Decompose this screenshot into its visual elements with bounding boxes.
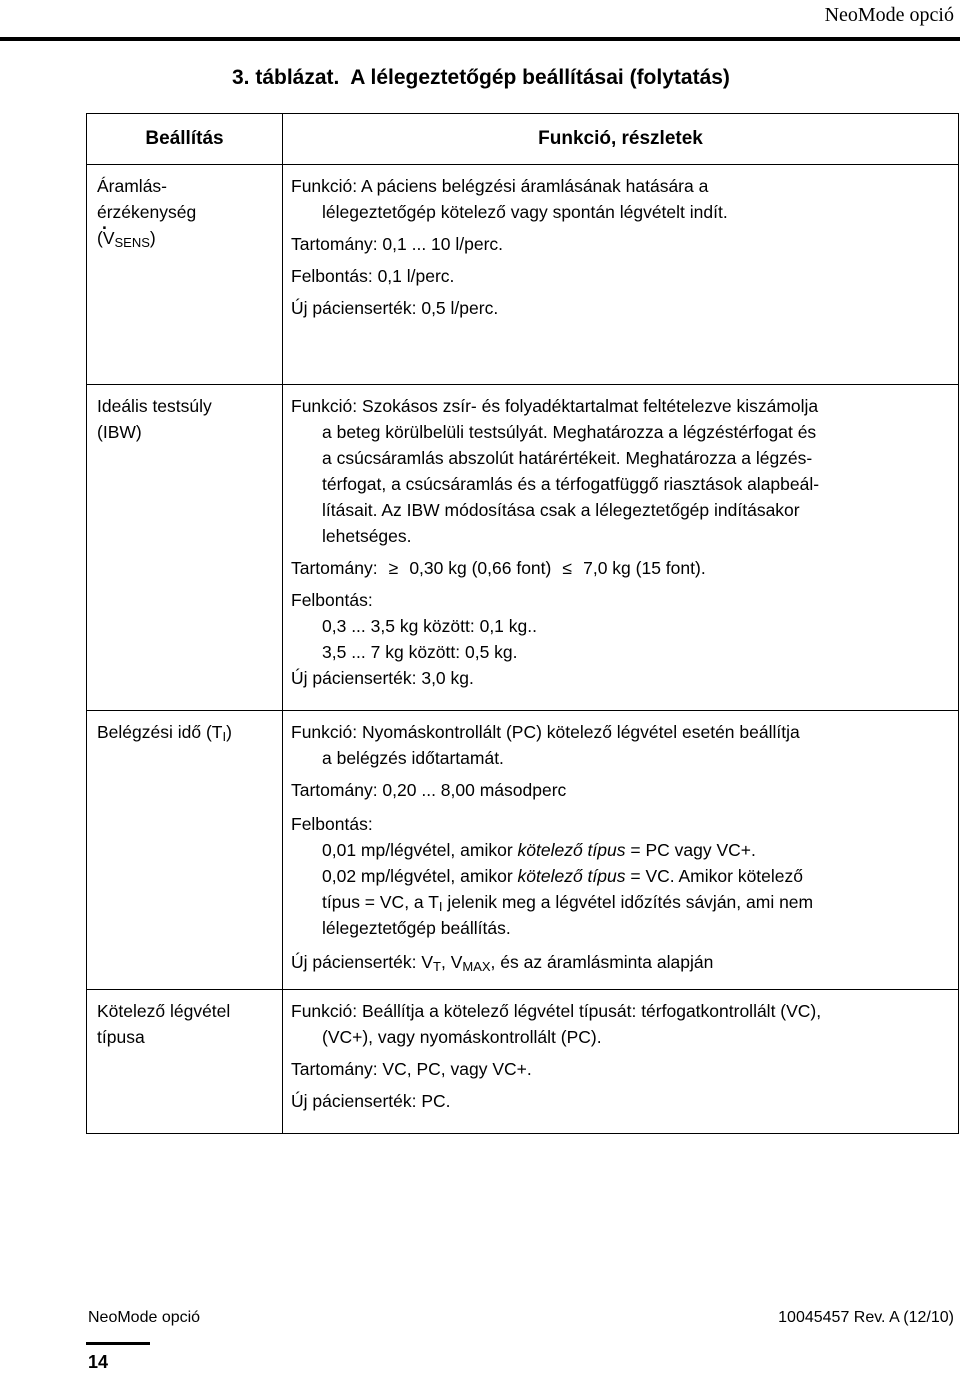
table-header-row: [87, 114, 959, 165]
range-text: Tartomány: 0,20 ... 8,00 másodperc: [291, 780, 567, 800]
detail-cell: Funkció: Nyomáskontrollált (PC) kötelező légvétel esetén beállítja a belégzés időtartamát. Tartomány: 0,20 ... 8,00 másodperc Felbontás: 0,01 mp/légvétel, amikor kötelező típus = PC vagy VC+. 0,02 mp/légvétel, amikor kötelező típus = VC. Amikor kötelező típus = VC, a $T_I$ jelenik meg a légvétel időzítés sávján, ami nem lélegeztetőgép beállítás. Új pácienserték: $V_T$, $V_{MAX}$, és az áramlásminta alapján: [283, 711, 959, 990]
detail-cell: Funkció: Beállítja a kötelező légvétel típusát: térfogatkontrollált (VC), (VC+), vagy nyomáskontrollált (PC). Tartomány: VC, PC, vagy VC+. Új pácienserték: PC.: [283, 990, 959, 1134]
resolution-text: Felbontás: 0,1 l/perc.: [291, 266, 455, 286]
function-text: Funkció: Beállítja a kötelező légvétel típusát: térfogatkontrollált (VC),: [291, 1001, 822, 1021]
resolution-label: Felbontás:: [291, 814, 373, 834]
setting-cell: Áramlás- érzékenység . $(V_{SENS})$: [87, 165, 283, 385]
header-rule: [0, 37, 960, 41]
table-title: 3. táblázat. A lélegeztetőgép beállításai (folytatás): [232, 66, 730, 89]
range-text: Tartomány: 0,1 ... 10 l/perc.: [291, 234, 504, 254]
new-patient-text: Új pácienserték: 3,0 kg.: [291, 668, 474, 688]
new-patient-text: Új pácienserték: $V_T$, $V_{MAX}$, és az áramlásminta alapján: [291, 952, 714, 974]
less-equal-icon: ≤: [562, 558, 573, 578]
table-row-mandatory-type: [87, 990, 959, 1134]
column-header-detail: Funkció, részletek: [283, 114, 959, 165]
greater-equal-icon: ≥: [388, 558, 399, 578]
column-header-setting: Beállítás: [87, 114, 283, 165]
function-text: Funkció: A páciens belégzési áramlásának hatására a: [291, 176, 709, 196]
function-text: Funkció: Szokásos zsír- és folyadéktartalmat feltételezve kiszámolja: [291, 396, 819, 416]
resolution-label: Felbontás:: [291, 590, 373, 610]
setting-cell: Belégzési idő $(T_I)$: [87, 711, 283, 990]
setting-cell: Kötelező légvétel típusa: [87, 990, 283, 1134]
footer-left: NeoMode opció: [88, 1309, 201, 1326]
new-patient-text: Új pácienserték: 0,5 l/perc.: [291, 298, 499, 318]
running-header: NeoMode opció: [824, 4, 954, 26]
footer-doc-number: 10045457 Rev. A (12/10): [778, 1309, 954, 1326]
range-text: Tartomány: ≥ 0,30 kg (0,66 font) ≤ 7,0 kg (15 font).: [291, 555, 944, 581]
table-row-inspiratory-time: [87, 711, 959, 990]
table-row-ibw: [87, 385, 959, 711]
detail-cell: Funkció: A páciens belégzési áramlásának hatására a lélegeztetőgép kötelező vagy spontán légvételt indít. Tartomány: 0,1 ... 10 l/perc. Felbontás: 0,1 l/perc. Új pácienserték: 0,5 l/perc.: [283, 165, 959, 385]
page-number: 14: [88, 1352, 109, 1372]
setting-cell: Ideális testsúly (IBW): [87, 385, 283, 711]
footer-rule: [86, 1342, 150, 1345]
table-row-flow-sensitivity: [87, 165, 959, 385]
detail-cell: Funkció: Szokásos zsír- és folyadéktartalmat feltételezve kiszámolja a beteg körülbelüli testsúlyát. Meghatározza a légzéstérfogat és a csúcsáramlás abszolút határértékeit. Meghatározza a légzés- térfogat, a csúcsáramlás és a térfogatfüggő riasztások alapbeál- lításait. Az IBW módosítása csak a lélegeztetőgép indításakor lehetséges. Tartomány: ≥ 0,30 kg (0,66 font) ≤ 7,0 kg (15 font). Felbontás: 0,3 ... 3,5 kg között: 0,1 kg.. 3,5 ... 7 kg között: 0,5 kg. Új pácienserték: 3,0 kg.: [283, 385, 959, 711]
new-patient-text: Új pácienserték: PC.: [291, 1091, 451, 1111]
function-text: Funkció: Nyomáskontrollált (PC) kötelező légvétel esetén beállítja: [291, 722, 800, 742]
range-text: Tartomány: VC, PC, vagy VC+.: [291, 1059, 532, 1079]
settings-table: [86, 113, 959, 1134]
